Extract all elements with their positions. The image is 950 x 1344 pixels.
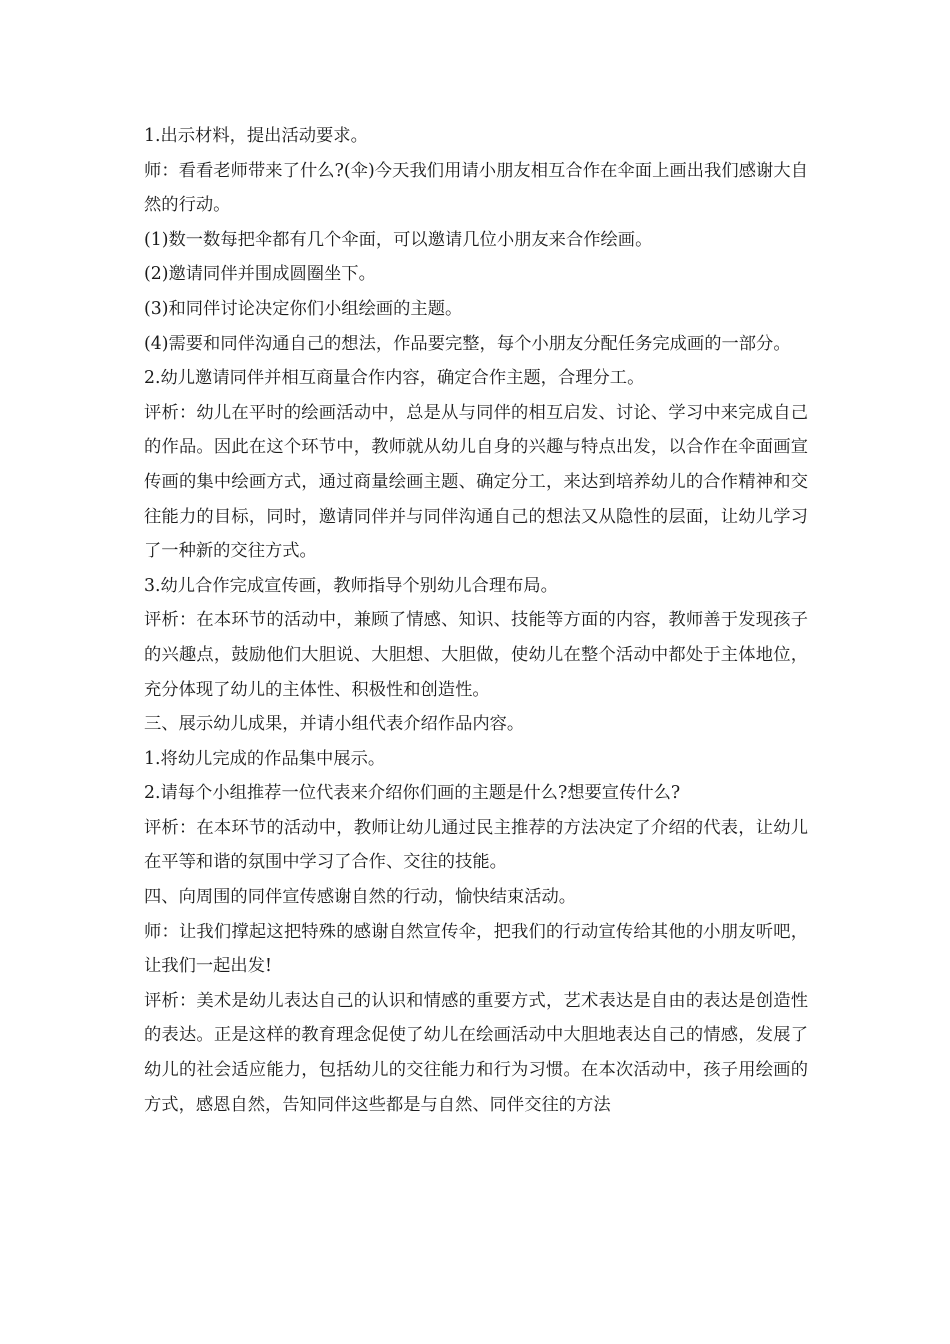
paragraph-section-4: 四、向周围的同伴宣传感谢自然的行动，愉快结束活动。 <box>144 887 577 908</box>
paragraph-analysis-2: 评析：在本环节的活动中，兼顾了情感、知识、技能等方面的内容，教师善于发现孩子的兴趣点，鼓励他们大胆说、大胆想、大胆做，使幼儿在整个活动中都处于主体地位，充分体现了幼儿的主体性、积极性和创造性。 <box>144 610 808 700</box>
paragraph-sub-3: (3)和同伴讨论决定你们小组绘画的主题。 <box>144 298 463 319</box>
paragraph-teacher-closing: 师：让我们撑起这把特殊的感谢自然宣传伞，把我们的行动宣传给其他的小朋友听吧，让我们一起出发! <box>144 921 808 977</box>
paragraph-analysis-4: 评析：美术是幼儿表达自己的认识和情感的重要方式，艺术表达是自由的表达是创造性的表达。正是这样的教育理念促使了幼儿在绘画活动中大胆地表达自己的情感，发展了幼儿的社会适应能力，包括幼儿的交往能力和行为习惯。在本次活动中，孩子用绘画的方式，感恩自然，告知同伴这些都是与自然、同伴交往的方法 <box>144 990 808 1115</box>
paragraph-sub-4: (4)需要和同伴沟通自己的想法，作品要完整，每个小朋友分配任务完成画的一部分。 <box>144 333 791 354</box>
paragraph-section-3: 三、展示幼儿成果，并请小组代表介绍作品内容。 <box>144 714 525 735</box>
paragraph-analysis-1: 评析：幼儿在平时的绘画活动中，总是从与同伴的相互启发、讨论、学习中来完成自己的作品。因此在这个环节中，教师就从幼儿自身的兴趣与特点出发，以合作在伞面画宣传画的集中绘画方式，通过商量绘画主题、确定分工，来达到培养幼儿的合作精神和交往能力的目标，同时，邀请同伴并与同伴沟通自己的想法又从隐性的层面，让幼儿学习了一种新的交往方式。 <box>144 402 808 562</box>
paragraph-step-3: 3.幼儿合作完成宣传画，教师指导个别幼儿合理布局。 <box>144 575 558 596</box>
paragraph-sub-1: (1)数一数每把伞都有几个伞面，可以邀请几位小朋友来合作绘画。 <box>144 229 653 250</box>
paragraph-analysis-3: 评析：在本环节的活动中，教师让幼儿通过民主推荐的方法决定了介绍的代表，让幼儿在平等和谐的氛围中学习了合作、交往的技能。 <box>144 817 808 873</box>
paragraph-sub-2: (2)邀请同伴并围成圆圈坐下。 <box>144 264 376 285</box>
paragraph-section-3-step-2: 2.请每个小组推荐一位代表来介绍你们画的主题是什么?想要宣传什么? <box>144 783 681 804</box>
paragraph-teacher-intro: 师：看看老师带来了什么?(伞)今天我们用请小朋友相互合作在伞面上画出我们感谢大自然的行动。 <box>144 160 808 216</box>
paragraph-step-1: 1.出示材料，提出活动要求。 <box>144 126 368 146</box>
paragraph-section-3-step-1: 1.将幼儿完成的作品集中展示。 <box>144 748 386 769</box>
document-body <box>144 119 808 1122</box>
paragraph-step-2: 2.幼儿邀请同伴并相互商量合作内容，确定合作主题，合理分工。 <box>144 368 645 389</box>
